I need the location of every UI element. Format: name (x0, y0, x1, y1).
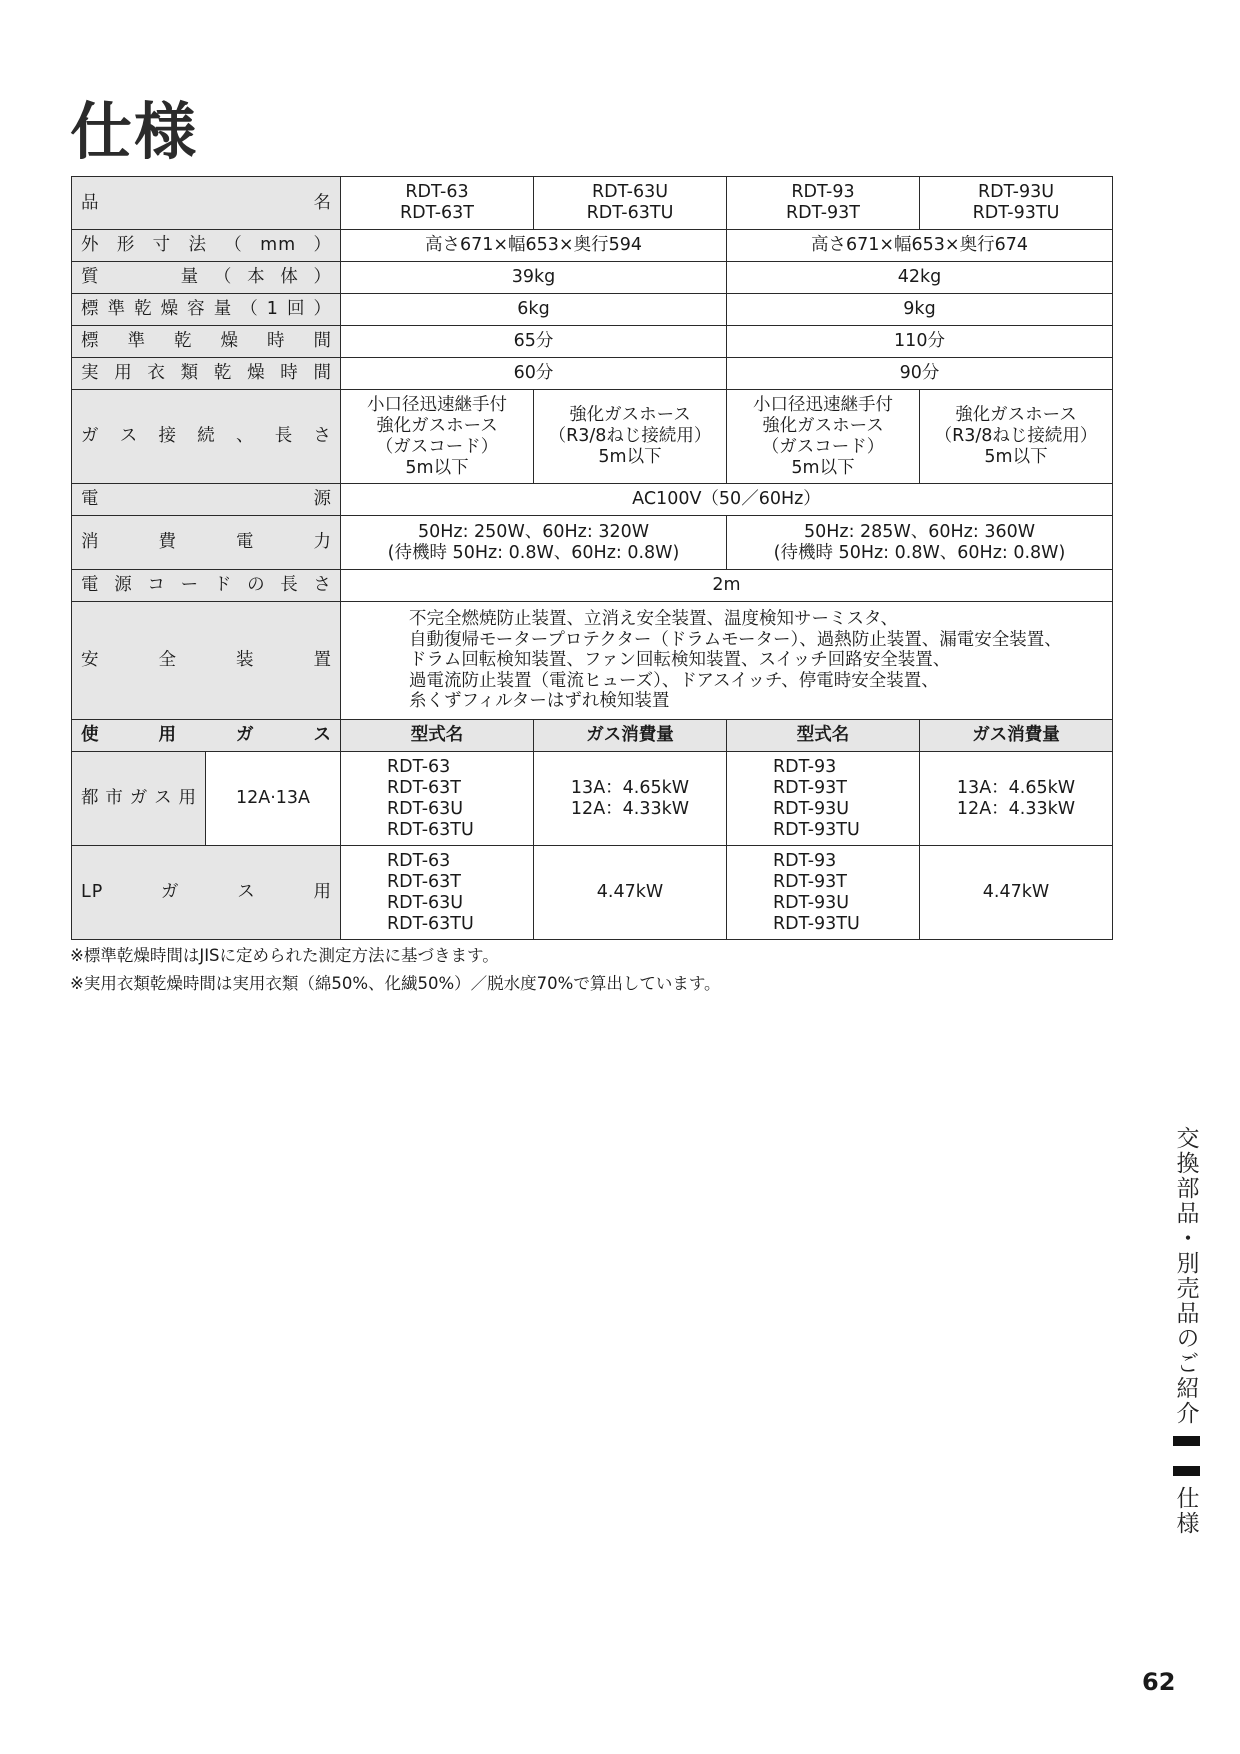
table-row (72, 358, 1113, 390)
header-consumption-63: ガス消費量 (534, 720, 727, 752)
row-label-power: 電 源 (72, 484, 341, 516)
side-divider (1173, 1466, 1200, 1476)
side-current-label: 仕様 (1172, 1486, 1199, 1536)
model-header-93u: RDT-93U RDT-93TU (920, 177, 1113, 230)
city-gas-models-93: RDT-93 RDT-93T RDT-93U RDT-93TU (727, 752, 920, 846)
mass-63: 39kg (341, 262, 727, 294)
real-time-63: 60分 (341, 358, 727, 390)
consumption-63: 50Hz: 250W、60Hz: 320W (待機時 50Hz: 0.8W、60Hz: 0.8W) (341, 516, 727, 570)
lp-gas-consumption-63: 4.47kW (534, 846, 727, 940)
row-label-lp-gas: LPガス用 (72, 846, 341, 940)
row-label-dimensions: 外形寸法（mm） (72, 230, 341, 262)
row-label-mass: 質 量（本体） (72, 262, 341, 294)
table-row (72, 294, 1113, 326)
table-row (72, 846, 1113, 940)
capacity-63: 6kg (341, 294, 727, 326)
table-row (72, 326, 1113, 358)
gas-connection-63: 小口径迅速継手付 強化ガスホース （ガスコード） 5m以下 (341, 390, 534, 484)
gas-connection-93u: 強化ガスホース （R3/8ねじ接続用） 5m以下 (920, 390, 1113, 484)
lp-gas-models-63: RDT-63 RDT-63T RDT-63U RDT-63TU (341, 846, 534, 940)
table-row (72, 390, 1113, 484)
table-row (72, 230, 1113, 262)
footnotes (70, 942, 721, 998)
model-header-93: RDT-93 RDT-93T (727, 177, 920, 230)
lp-gas-models-93: RDT-93 RDT-93T RDT-93U RDT-93TU (727, 846, 920, 940)
dimensions-63: 高さ671×幅653×奥行594 (341, 230, 727, 262)
row-label-safety: 安全装置 (72, 602, 341, 720)
row-label-capacity: 標準乾燥容量（1回） (72, 294, 341, 326)
gas-connection-93: 小口径迅速継手付 強化ガスホース （ガスコード） 5m以下 (727, 390, 920, 484)
header-consumption-93: ガス消費量 (920, 720, 1113, 752)
table-row (72, 752, 1113, 846)
table-row (72, 177, 1113, 230)
dimensions-93: 高さ671×幅653×奥行674 (727, 230, 1113, 262)
capacity-93: 9kg (727, 294, 1113, 326)
header-model-93: 型式名 (727, 720, 920, 752)
power-value: AC100V（50／60Hz） (341, 484, 1113, 516)
model-header-63: RDT-63 RDT-63T (341, 177, 534, 230)
row-label-gas-type: 使 用 ガ ス (72, 720, 341, 752)
real-time-93: 90分 (727, 358, 1113, 390)
lp-gas-consumption-93: 4.47kW (920, 846, 1113, 940)
header-model-63: 型式名 (341, 720, 534, 752)
footnote-real-time: ※実用衣類乾燥時間は実用衣類（綿50%、化繊50%）／脱水度70%で算出しています。 (70, 974, 721, 993)
side-index (1168, 1126, 1204, 1536)
table-row (72, 570, 1113, 602)
city-gas-models-63: RDT-63 RDT-63T RDT-63U RDT-63TU (341, 752, 534, 846)
table-row (72, 602, 1113, 720)
safety-devices: 不完全燃焼防止装置、立消え安全装置、温度検知サーミスタ、 自動復帰モータープロテクター（ドラムモーター）、過熱防止装置、漏電安全装置、 ドラム回転検知装置、ファン回転検知装置、スイッチ回路安全装置、 過電流防止装置（電流ヒューズ）、ドアスイッチ、停電時安全装置、 糸くずフィルターはずれ検知装置 (341, 602, 1113, 720)
row-label-real-time: 実用衣類乾燥時間 (72, 358, 341, 390)
spec-table (71, 176, 1113, 940)
row-label-city-gas: 都市ガス用 (72, 752, 206, 846)
consumption-93: 50Hz: 285W、60Hz: 360W (待機時 50Hz: 0.8W、60Hz: 0.8W) (727, 516, 1113, 570)
std-time-93: 110分 (727, 326, 1113, 358)
std-time-63: 65分 (341, 326, 727, 358)
table-row (72, 484, 1113, 516)
side-divider (1173, 1436, 1200, 1446)
mass-93: 42kg (727, 262, 1113, 294)
city-gas-type: 12A·13A (206, 752, 341, 846)
row-label-cord: 電源コードの長さ (72, 570, 341, 602)
side-section-label: 交換部品・別売品のご紹介 (1172, 1126, 1199, 1426)
page-number: 62 (1142, 1668, 1176, 1696)
city-gas-consumption-63: 13A：4.65kW 12A：4.33kW (534, 752, 727, 846)
table-row (72, 720, 1113, 752)
footnote-std-time: ※標準乾燥時間はJISに定められた測定方法に基づきます。 (70, 946, 499, 965)
row-label-product-name: 品 名 (72, 177, 341, 230)
cord-value: 2m (341, 570, 1113, 602)
model-header-63u: RDT-63U RDT-63TU (534, 177, 727, 230)
row-label-consumption: 消費電力 (72, 516, 341, 570)
city-gas-consumption-93: 13A：4.65kW 12A：4.33kW (920, 752, 1113, 846)
row-label-gas-connection: ガス接続、長さ (72, 390, 341, 484)
table-row (72, 516, 1113, 570)
page-title: 仕様 (70, 95, 199, 168)
gas-connection-63u: 強化ガスホース （R3/8ねじ接続用） 5m以下 (534, 390, 727, 484)
table-row (72, 262, 1113, 294)
row-label-std-time: 標準乾燥時間 (72, 326, 341, 358)
